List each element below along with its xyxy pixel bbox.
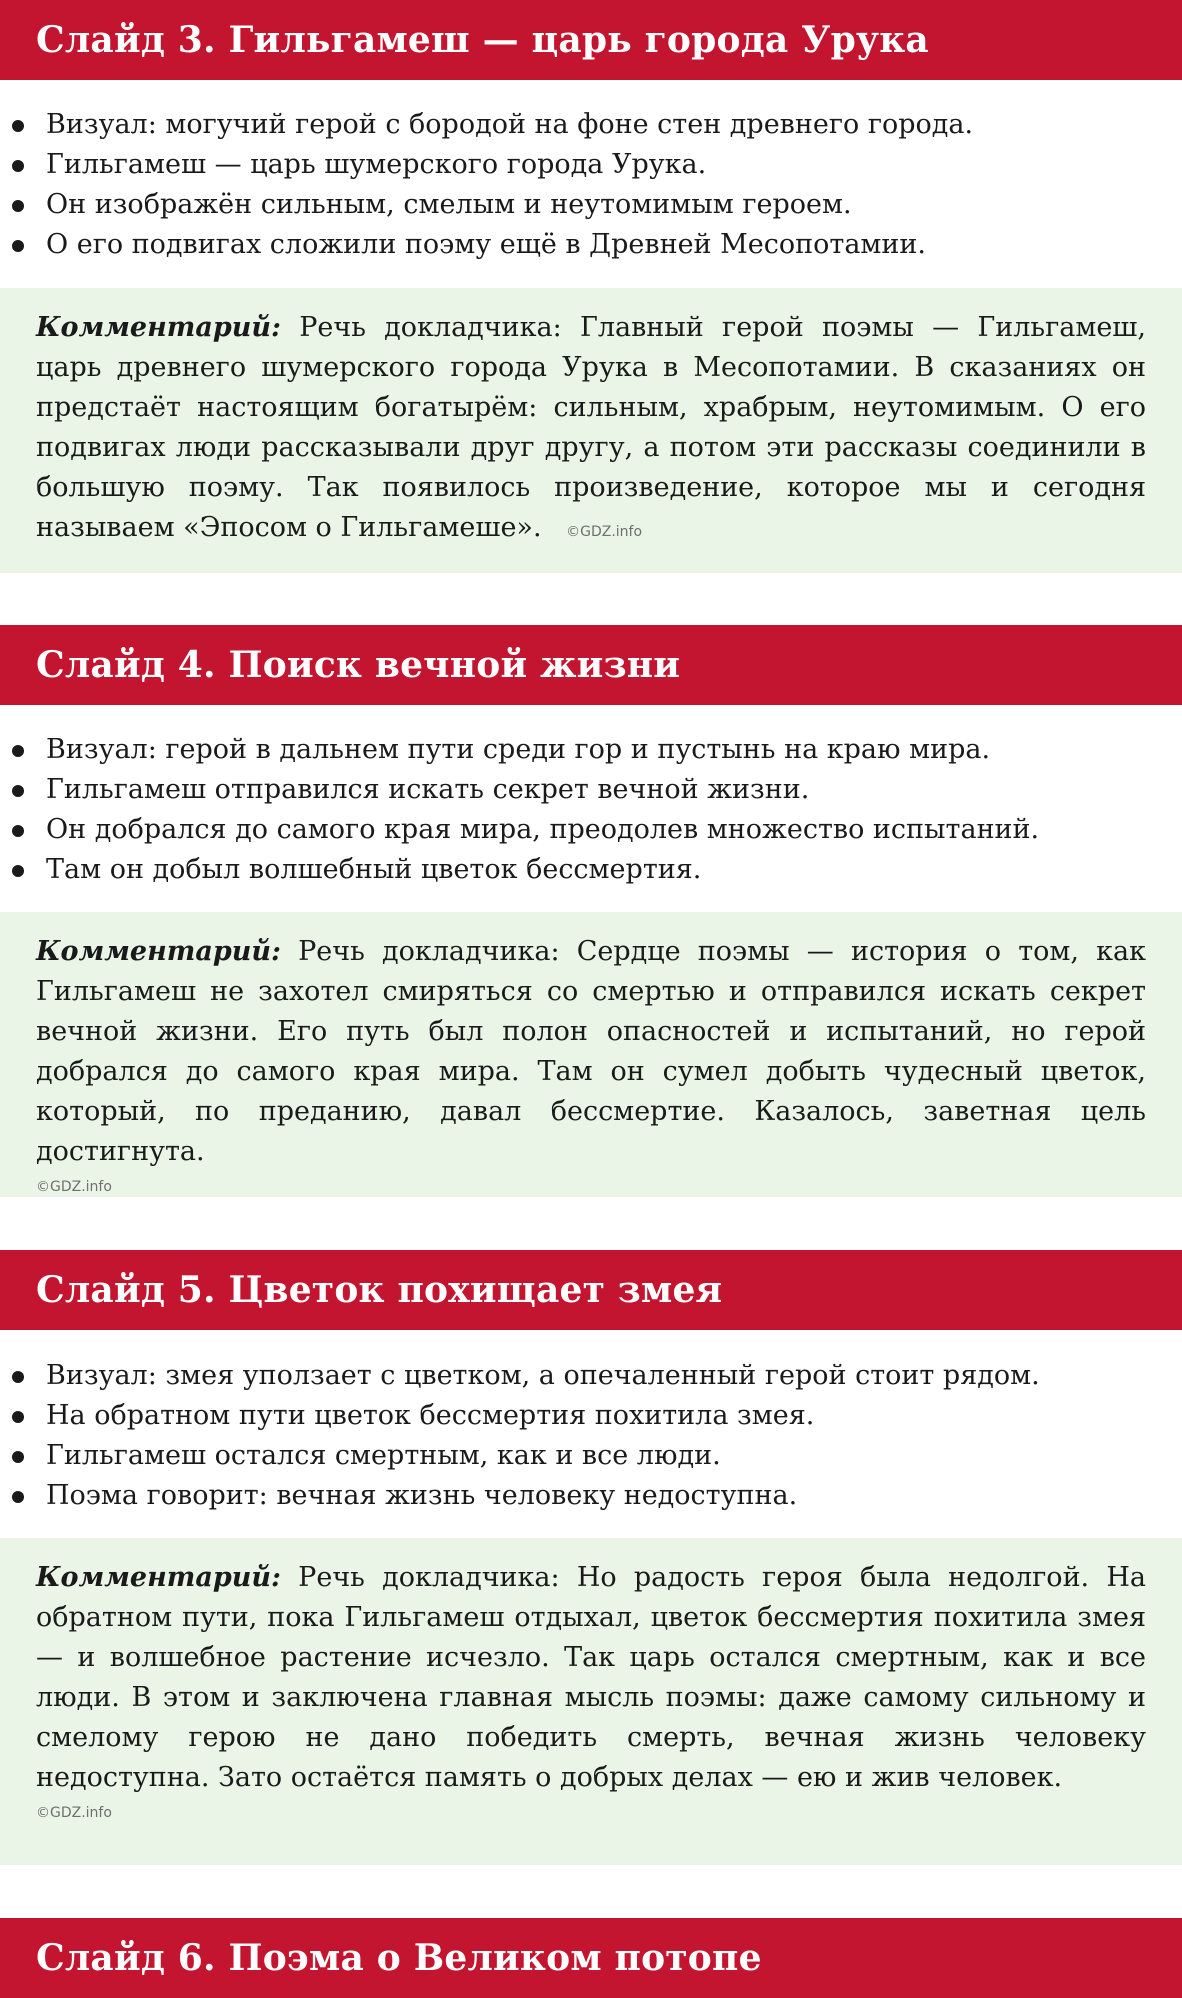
watermark: ©GDZ.info — [566, 524, 643, 540]
slide-4-bullet-list — [0, 730, 1182, 890]
slide-3-bullet-list — [0, 105, 1182, 265]
slide-5-comment-box — [0, 1538, 1182, 1865]
slide-6-header — [0, 1918, 1182, 1998]
slide-6-title: Слайд 6. Поэма о Великом потопе — [36, 1937, 762, 1979]
comment-text: Речь докладчика: Сердце поэмы — история о том, как Гильгамеш не захотел смиряться со смертью и отправился искать секрет вечной жизни. Его путь был полон опасностей и испытаний, но герой добрался до самого края мира. Там он сумел добыть чудесный цветок, который, по преданию, давал бессмертие. Казалось, заветная цель достигнута. — [36, 936, 1146, 1167]
slide-5-bullet-list — [0, 1356, 1182, 1516]
slide-4-bullet: Гильгамеш отправился искать секрет вечной жизни. — [0, 770, 1182, 810]
watermark: ©GDZ.info — [36, 1179, 112, 1195]
slide-3-bullet: О его подвигах сложили поэму ещё в Древней Месопотамии. — [0, 225, 1182, 265]
slide-5-bullet: Гильгамеш остался смертным, как и все люди. — [0, 1436, 1182, 1476]
slide-5-bullet: На обратном пути цветок бессмертия похитила змея. — [0, 1396, 1182, 1436]
slide-3-header — [0, 0, 1182, 80]
slide-5-bullet: Визуал: змея уползает с цветком, а опечаленный герой стоит рядом. — [0, 1356, 1182, 1396]
slide-4-header — [0, 625, 1182, 705]
slide-3-bullet: Гильгамеш — царь шумерского города Урука. — [0, 145, 1182, 185]
slide-4-bullet: Там он добыл волшебный цветок бессмертия. — [0, 850, 1182, 890]
slide-3-comment — [36, 308, 1146, 552]
slide-5-comment — [36, 1558, 1146, 1798]
slide-3-title: Слайд 3. Гильгамеш — царь города Урука — [36, 19, 929, 61]
comment-label: Комментарий: — [36, 936, 281, 967]
slide-5-header — [0, 1250, 1182, 1330]
watermark: ©GDZ.info — [36, 1805, 112, 1821]
comment-label: Комментарий: — [36, 1562, 281, 1593]
comment-text: Речь докладчика: Главный герой поэмы — Гильгамеш, царь древнего шумерского города Урука в Месопотамии. В сказаниях он предстаёт настоящим богатырём: сильным, храбрым, неутомимым. О его подвигах люди рассказывали друг другу, а потом эти рассказы соединили в большую поэму. Так появилось произведение, которое мы и сегодня называем «Эпосом о Гильгамеше». — [36, 312, 1146, 543]
slide-4-bullet: Визуал: герой в дальнем пути среди гор и пустынь на краю мира. — [0, 730, 1182, 770]
slide-4-comment — [36, 932, 1146, 1172]
comment-text: Речь докладчика: Но радость героя была недолгой. На обратном пути, пока Гильгамеш отдыхал, цветок бессмертия похитила змея — и волшебное растение исчезло. Так царь остался смертным, как и все люди. В этом и заключена главная мысль поэмы: даже самому сильному и смелому герою не дано победить смерть, вечная жизнь человеку недоступна. Зато остаётся память о добрых делах — ею и жив человек. — [36, 1562, 1146, 1793]
slide-4-comment-box — [0, 912, 1182, 1197]
slide-4-title: Слайд 4. Поиск вечной жизни — [36, 644, 681, 686]
comment-label: Комментарий: — [36, 312, 281, 343]
slide-3-bullet: Он изображён сильным, смелым и неутомимым героем. — [0, 185, 1182, 225]
slide-4-bullet: Он добрался до самого края мира, преодолев множество испытаний. — [0, 810, 1182, 850]
slide-5-bullet: Поэма говорит: вечная жизнь человеку недоступна. — [0, 1476, 1182, 1516]
slide-5-title: Слайд 5. Цветок похищает змея — [36, 1269, 723, 1311]
slide-3-comment-box — [0, 288, 1182, 573]
slide-3-bullet: Визуал: могучий герой с бородой на фоне стен древнего города. — [0, 105, 1182, 145]
